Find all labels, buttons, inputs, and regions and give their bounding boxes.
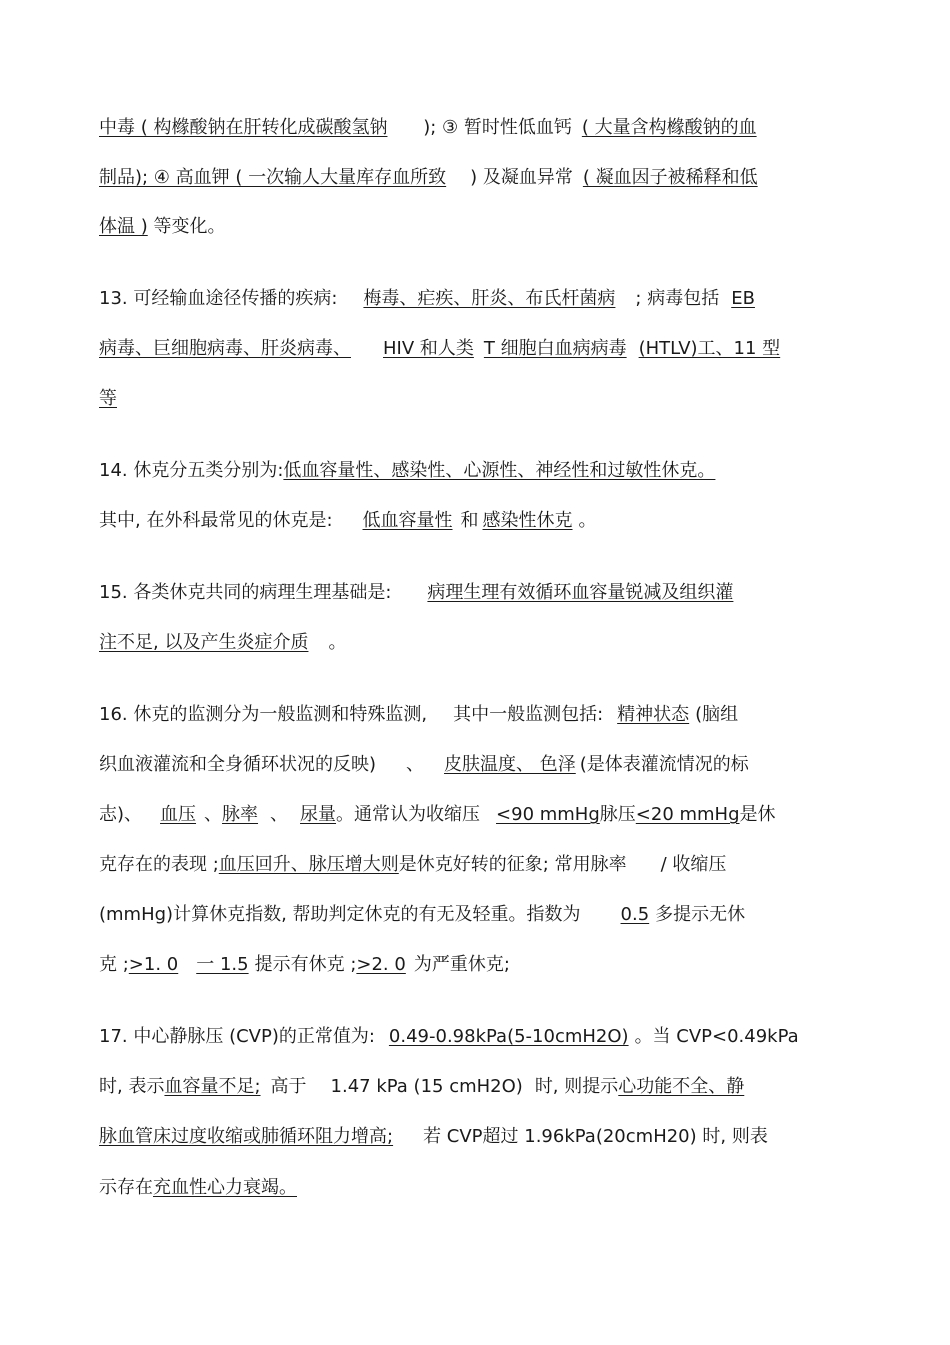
text-line-1 — [99, 116, 757, 140]
text-span: 是休 — [739, 804, 776, 825]
underlined-answer: 等 — [99, 388, 117, 409]
text-span: 时, 则提示 — [534, 1076, 619, 1097]
text-span: 。 — [578, 510, 597, 531]
text-line-10 — [99, 631, 346, 655]
text-span: 计算休克指数, 帮助判定休克的有无及轻重。指数为 — [173, 904, 581, 925]
text-span: ; 病毒包括 — [635, 288, 720, 309]
text-span: 等变化。 — [147, 216, 226, 237]
text-line-4 — [99, 287, 755, 311]
underlined-answer: <90 mmHg — [496, 804, 600, 825]
text-line-6 — [99, 387, 117, 411]
underlined-answer: 脉血管床过度收缩或肺循环阻力增高; — [99, 1126, 394, 1147]
underlined-answer: 体温 ) — [99, 216, 148, 237]
text-span: 克存在的表现 ; — [99, 854, 219, 875]
question-14: 14. 休克分五类分别为: — [99, 460, 284, 481]
underlined-answer: >1. 0 — [128, 954, 179, 975]
underlined-answer: ( 大量含构橼酸钠的血 — [581, 117, 757, 138]
underlined-answer: 脉率 — [222, 804, 259, 825]
underlined-answer: 中毒 ( 构橼酸钠在肝转化成碳酸氢钠 — [99, 117, 388, 138]
text-span: (是体表灌流情况的标 — [579, 754, 749, 775]
text-span: 织血液灌流和全身循环状况的反映) — [99, 754, 377, 775]
text-span: 是休克好转的征象; 常用脉率 — [398, 854, 627, 875]
underlined-answer: >2. 0 — [356, 954, 406, 975]
text-span: (mmHg) — [99, 904, 174, 925]
underlined-answer: 注不足, 以及产生炎症介质 — [99, 632, 309, 653]
text-line-14 — [99, 853, 726, 877]
text-span: 、 — [270, 804, 289, 825]
text-line-9 — [99, 581, 733, 605]
text-span: 多提示无休 — [655, 904, 746, 925]
text-line-11 — [99, 703, 738, 727]
text-span: (脑组 — [695, 704, 739, 725]
underlined-answer: 尿量 — [300, 804, 337, 825]
underlined-answer: 低血容量性 — [362, 510, 453, 531]
text-line-5 — [99, 337, 780, 361]
text-line-20 — [99, 1176, 297, 1200]
question-17: 17. 中心静脉压 (CVP)的正常值为: — [99, 1026, 375, 1047]
text-span: 脉压 — [599, 804, 636, 825]
text-span: / 收缩压 — [660, 854, 727, 875]
text-span: 志)、 — [99, 804, 143, 825]
underlined-answer: 精神状态 — [617, 704, 690, 725]
underlined-answer: 心功能不全、静 — [618, 1076, 745, 1097]
text-span: 。 — [328, 632, 347, 653]
question-15: 15. 各类休克共同的病理生理基础是: — [99, 582, 392, 603]
text-line-19 — [99, 1125, 768, 1149]
underlined-answer: 制品); ④ 高血钾 ( 一次输人大量库存血所致 — [99, 167, 447, 188]
text-span: ); ③ 暂时性低血钙 — [417, 117, 572, 138]
question-13: 13. 可经输血途径传播的疾病: — [99, 288, 338, 309]
underlined-answer: 0.49-0.98kPa(5-10cmH2O) — [388, 1026, 629, 1047]
underlined-answer: 低血容量性、感染性、心源性、神经性和过敏性休克。 — [283, 460, 716, 481]
text-span: 和 — [460, 510, 479, 531]
underlined-answer: 感染性休克 — [482, 510, 573, 531]
underlined-answer: EB — [731, 288, 755, 309]
text-line-17 — [99, 1025, 799, 1049]
text-span: 、 — [204, 804, 223, 825]
underlined-answer: 病理生理有效循环血容量锐减及组织灌 — [427, 582, 734, 603]
underlined-answer: 充血性心力衰竭。 — [153, 1177, 297, 1198]
underlined-answer: ( 凝血因子被稀释和低 — [582, 167, 758, 188]
text-span: 。通常认为收缩压 — [336, 804, 481, 825]
underlined-answer: 皮肤温度、 色泽 — [444, 754, 576, 775]
text-span: 其中一般监测包括: — [453, 704, 604, 725]
underlined-answer: (HTLV)工、11 型 — [638, 338, 781, 359]
text-span: ) 及凝血异常 — [470, 167, 573, 188]
text-line-16 — [99, 953, 510, 977]
text-line-13 — [99, 803, 776, 827]
text-span: 高于 — [270, 1076, 307, 1097]
text-span: 示存在 — [99, 1177, 153, 1198]
text-span: 时, 表示 — [99, 1076, 165, 1097]
question-16: 16. 休克的监测分为一般监测和特殊监测, — [99, 704, 428, 725]
text-span: 若 CVP超过 1.96kPa(20cmH20) 时, 则表 — [423, 1126, 768, 1147]
underlined-answer: HIV 和人类 — [383, 338, 474, 359]
text-span: 为严重休克; — [413, 954, 510, 975]
underlined-answer: 病毒、巨细胞病毒、肝炎病毒、 — [99, 338, 351, 359]
underlined-answer: 血压 — [160, 804, 197, 825]
text-span: 克 ; — [99, 954, 129, 975]
text-line-15 — [99, 903, 745, 927]
text-span: 提示有休克 ; — [254, 954, 357, 975]
underlined-answer: 一 1.5 — [196, 954, 249, 975]
underlined-answer: 0.5 — [620, 904, 650, 925]
text-line-2 — [99, 166, 758, 190]
text-line-7 — [99, 459, 715, 483]
text-line-18 — [99, 1075, 744, 1099]
text-line-12 — [99, 753, 749, 777]
text-span: 。当 CVP<0.49kPa — [634, 1026, 799, 1047]
text-line-8 — [99, 509, 597, 533]
text-span: 其中, 在外科最常见的休克是: — [99, 510, 333, 531]
underlined-answer: 血容量不足; — [164, 1076, 261, 1097]
underlined-answer: <20 mmHg — [635, 804, 740, 825]
text-span: 、 — [406, 754, 425, 775]
underlined-answer: 血压回升、脉压增大则 — [218, 854, 399, 875]
underlined-answer: T 细胞白血病病毒 — [483, 338, 627, 359]
text-line-3 — [99, 215, 225, 239]
text-span: 1.47 kPa (15 cmH2O) — [330, 1076, 523, 1097]
underlined-answer: 梅毒、疟疾、肝炎、布氏杆菌病 — [363, 288, 616, 309]
